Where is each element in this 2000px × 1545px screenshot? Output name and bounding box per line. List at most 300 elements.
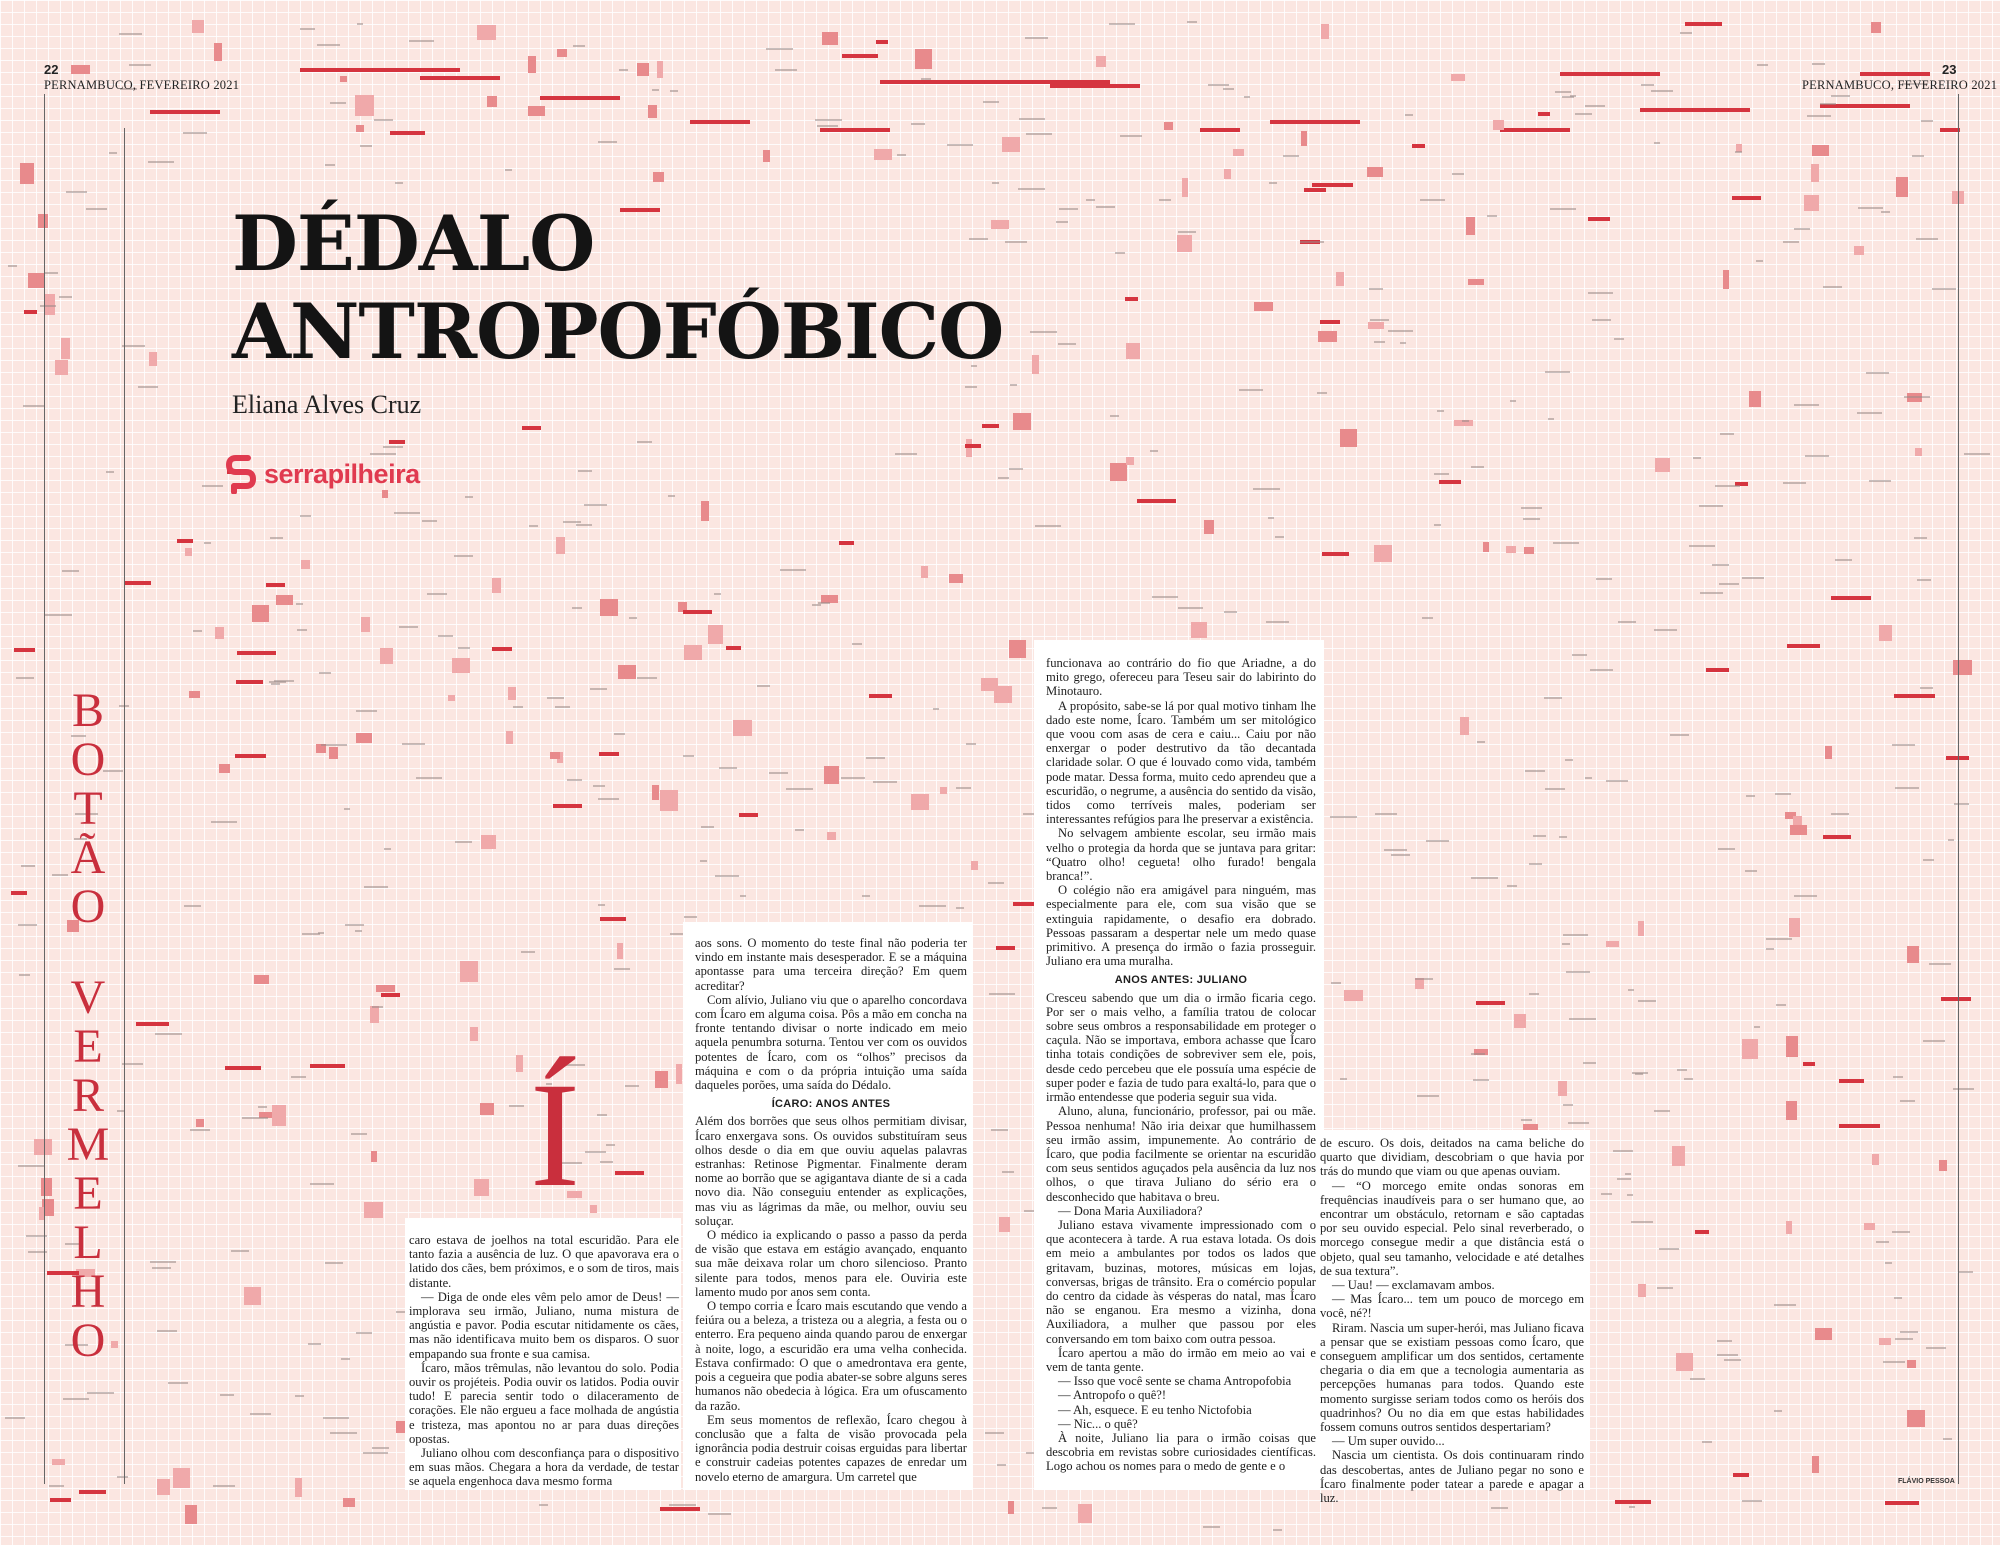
decorative-text-fragment (572, 607, 582, 609)
drop-cap: Í (530, 1052, 580, 1218)
decorative-text-fragment (1009, 468, 1023, 470)
decorative-text-fragment (985, 1432, 1004, 1434)
decorative-text-fragment (1812, 63, 1825, 65)
decorative-block (1032, 355, 1039, 374)
decorative-text-fragment (1912, 155, 1924, 157)
decorative-block (1915, 448, 1922, 456)
decorative-text-fragment (513, 706, 523, 708)
paragraph: — Mas Ícaro... tem um pouco de morcego em você, né?! (1320, 1292, 1584, 1321)
decorative-text-fragment (40, 305, 56, 307)
decorative-red-dash (1615, 1500, 1651, 1504)
decorative-text-fragment (715, 875, 739, 877)
decorative-text-fragment (1491, 1507, 1508, 1509)
decorative-red-dash (136, 1022, 169, 1026)
decorative-block (1182, 178, 1188, 197)
decorative-block (1953, 660, 1972, 675)
decorative-text-fragment (1273, 1529, 1282, 1531)
decorative-text-fragment (1452, 173, 1464, 175)
decorative-text-fragment (933, 708, 939, 710)
paragraph: Cresceu sabendo que um dia o irmão ficaria cego. Por ser o mais velho, a família tratou de colocar sobre seus ombros a responsabilidade em proteger o caçula. Não se importava, embora achasse que Ícaro tinha totais condições de sobreviver sem ele, pois, desde cedo percebeu que ele possuía uma espécie de super poder e fazia de tudo para exaltá-lo, para que o irmão entendesse que poderia seguir sua vida. (1046, 990, 1316, 1105)
decorative-text-fragment (708, 1513, 731, 1515)
decorative-block (276, 595, 293, 605)
decorative-block (460, 961, 478, 982)
decorative-block (915, 49, 932, 69)
vertical-title-letter: R (71, 1069, 104, 1122)
decorative-block (272, 1105, 286, 1126)
decorative-text-fragment (45, 614, 72, 616)
decorative-red-dash (1839, 1079, 1864, 1083)
decorative-red-dash (1787, 644, 1820, 648)
decorative-block (506, 731, 513, 744)
decorative-block (1301, 131, 1307, 146)
decorative-text-fragment (1923, 859, 1934, 861)
decorative-block (637, 63, 649, 76)
paragraph: — “O morcego emite ondas sonoras em frequências inaudíveis para o ser humano que, ao encontrar um obstáculo, retornam e são captadas por seu ouvido especial. Pelo sinal reverberado, o morcego consegue medir a que distância está o objeto, qual seu tamanho, velocidade e até detalhes de sua textura”. (1320, 1178, 1584, 1278)
decorative-text-fragment (1774, 1304, 1796, 1306)
decorative-text-fragment (1331, 982, 1341, 984)
decorative-text-fragment (1869, 480, 1891, 482)
paragraph: funcionava ao contrário do fio que Ariadne, a do mito grego, ofereceu para Teseu sair do labirinto do Minotauro. (1046, 656, 1316, 699)
decorative-text-fragment (1268, 517, 1274, 519)
decorative-text-fragment (258, 1106, 267, 1108)
vertical-title-letter: O (70, 880, 106, 933)
decorative-text-fragment (16, 677, 34, 679)
decorative-text-fragment (184, 905, 201, 907)
decorative-text-fragment (1340, 1078, 1347, 1080)
decorative-text-fragment (62, 570, 79, 572)
decorative-block (254, 975, 269, 984)
paragraph: aos sons. O momento do teste final não poderia ter vindo em instante mais desesperador. E se a máquina apontasse para uma terceira direção? Em quem acreditar? (695, 936, 967, 993)
decorative-text-fragment (921, 78, 931, 80)
decorative-text-fragment (1657, 1287, 1673, 1289)
decorative-text-fragment (1375, 813, 1397, 815)
decorative-text-fragment (1471, 466, 1484, 468)
decorative-text-fragment (983, 101, 999, 103)
decorative-text-fragment (625, 1085, 639, 1087)
decorative-block (34, 1139, 52, 1155)
decorative-text-fragment (1783, 482, 1806, 484)
decorative-text-fragment (966, 743, 976, 745)
decorative-red-dash (1412, 144, 1425, 148)
decorative-text-fragment (956, 787, 971, 789)
decorative-text-fragment (629, 617, 637, 619)
decorative-text-fragment (1964, 453, 1990, 455)
decorative-text-fragment (998, 477, 1009, 479)
decorative-block (1871, 22, 1881, 33)
decorative-text-fragment (1690, 1378, 1705, 1380)
vertical-title-letter: M (66, 1118, 110, 1171)
decorative-text-fragment (1477, 741, 1485, 743)
decorative-text-fragment (220, 1394, 234, 1396)
decorative-text-fragment (1766, 938, 1792, 940)
decorative-block (173, 1468, 190, 1488)
decorative-text-fragment (895, 453, 917, 455)
paragraph: — Isso que você sente se chama Antropofobia (1058, 1374, 1292, 1389)
decorative-text-fragment (637, 677, 657, 679)
decorative-block (295, 1478, 302, 1497)
decorative-text-fragment (1835, 559, 1852, 561)
decorative-red-dash (1733, 1473, 1749, 1477)
decorative-block (38, 214, 48, 228)
decorative-block (1254, 302, 1273, 311)
decorative-text-fragment (302, 933, 320, 935)
decorative-text-fragment (1596, 578, 1612, 580)
decorative-text-fragment (1187, 21, 1197, 23)
decorative-text-fragment (59, 296, 72, 298)
decorative-block (653, 172, 664, 182)
decorative-red-dash (660, 1507, 700, 1511)
decorative-block (1126, 457, 1134, 465)
decorative-text-fragment (701, 826, 714, 828)
paragraph: A propósito, sabe-se lá por qual motivo tinham lhe dado este nome, Ícaro. Também um ser mitológico que voou com asas de cera e caiu... Caiu por não enxergar o poder destrutivo da tão decantada claridade solar. O que é louvado como vida, também pode matar. Dessa forma, muito cedo aprendeu que a escuridão, o negrume, a ausência do sentido da visão, tidos como terríveis males, poderiam ser interessantes refúgios para lhe preservar a existência. (1046, 698, 1316, 827)
decorative-text-fragment (1203, 1526, 1220, 1528)
decorative-text-fragment (1585, 105, 1605, 107)
decorative-text-fragment (300, 28, 315, 30)
decorative-text-fragment (539, 1504, 548, 1506)
paragraph: de escuro. Os dois, deitados na cama beliche do quarto que dividiam, descobriam o que havia por trás do mundo que viam ou que apenas ouviam. (1320, 1136, 1584, 1179)
decorative-block (376, 985, 395, 992)
decorative-text-fragment (21, 865, 35, 867)
decorative-text-fragment (1565, 759, 1573, 761)
decorative-text-fragment (1651, 90, 1673, 92)
decorative-red-dash (50, 1498, 71, 1502)
decorative-block (1812, 1456, 1819, 1473)
decorative-text-fragment (1566, 971, 1590, 973)
decorative-text-fragment (5, 1417, 25, 1419)
decorative-text-fragment (19, 974, 30, 976)
decorative-text-fragment (1417, 1095, 1439, 1097)
decorative-text-fragment (270, 537, 283, 539)
decorative-text-fragment (1632, 1072, 1648, 1074)
decorative-text-fragment (1689, 545, 1715, 547)
decorative-red-dash (522, 426, 541, 430)
decorative-block (684, 645, 702, 660)
decorative-text-fragment (795, 829, 804, 831)
text-column-2 (683, 922, 973, 1490)
decorative-text-fragment (598, 141, 617, 143)
decorative-text-fragment (152, 1267, 171, 1269)
decorative-text-fragment (1462, 420, 1469, 422)
decorative-text-fragment (1614, 338, 1624, 340)
decorative-block (822, 32, 838, 45)
paragraph: — Antropofo o quê?! (1058, 1388, 1167, 1403)
decorative-text-fragment (1754, 1026, 1760, 1028)
decorative-red-dash (177, 539, 193, 543)
decorative-text-fragment (1670, 734, 1689, 736)
decorative-red-bar (1500, 128, 1570, 132)
decorative-red-dash (876, 40, 888, 44)
decorative-text-fragment (1638, 1000, 1656, 1002)
decorative-text-fragment (1521, 507, 1542, 509)
decorative-text-fragment (1820, 103, 1836, 105)
decorative-text-fragment (1058, 343, 1076, 345)
decorative-text-fragment (87, 1392, 114, 1394)
paragraph: Além dos borrões que seus olhos permitiam divisar, Ícaro enxergava sons. Os ouvidos substituíram seus olhos desde o dia em que ouviu aquelas palavras estranhas: Retinose Pigmentar. Finalmente deram nome ao borrão que se agigantava diante de si a cada novo dia. Não conseguiu entender as explicações, mas viu as lágrimas da mãe, ou melhor, ouviu seu soluçar. (695, 1114, 967, 1228)
decorative-text-fragment (383, 446, 403, 448)
decorative-text-fragment (318, 932, 324, 934)
decorative-text-fragment (341, 1358, 350, 1360)
decorative-block (41, 1178, 52, 1196)
decorative-text-fragment (1035, 525, 1061, 527)
decorative-text-fragment (317, 44, 340, 46)
decorative-text-fragment (1178, 607, 1203, 609)
decorative-block (189, 691, 200, 698)
decorative-text-fragment (1943, 1438, 1952, 1440)
serrapilheira-wordmark: serrapilheira (264, 458, 420, 489)
decorative-block (655, 1071, 668, 1088)
text-column-4 (1316, 1130, 1590, 1506)
decorative-text-fragment (1590, 669, 1613, 671)
decorative-red-dash (683, 610, 712, 614)
decorative-text-fragment (416, 777, 442, 779)
decorative-text-fragment (1680, 32, 1692, 34)
decorative-text-fragment (1831, 813, 1849, 815)
decorative-text-fragment (1374, 341, 1385, 343)
decorative-block (1483, 542, 1489, 552)
decorative-block (52, 1459, 65, 1465)
decorative-text-fragment (325, 1262, 343, 1264)
decorative-text-fragment (330, 102, 346, 104)
paragraph: — Um super ouvido... (1332, 1434, 1445, 1449)
decorative-text-fragment (719, 767, 737, 769)
paragraph: Riram. Nascia um super-herói, mas Juliano ficava a pensar que se existiam pessoas como Ícaro, que conseguem amplificar um dos sentidos, certamente chegaria o dia em que a tecnologia aumentaria as percepções humanas para todos. Quando este momento surgisse seriam todos como os heróis dos quadrinhos? Ou no dia em que estas habilidades fossem comuns outros sentidos despertariam? (1320, 1320, 1584, 1435)
decorative-text-fragment (1699, 505, 1723, 507)
story-title (232, 200, 1003, 376)
decorative-text-fragment (1096, 206, 1115, 208)
decorative-block (874, 149, 892, 160)
decorative-text-fragment (465, 496, 473, 498)
decorative-text-fragment (1208, 84, 1229, 86)
decorative-text-fragment (1712, 564, 1729, 566)
decorative-text-fragment (1914, 537, 1927, 539)
decorative-text-fragment (619, 69, 628, 71)
decorative-text-fragment (1437, 410, 1444, 412)
decorative-block (1786, 1101, 1797, 1120)
left-page-number: 22 (44, 62, 59, 77)
decorative-text-fragment (1487, 215, 1497, 217)
decorative-block (1344, 990, 1363, 1001)
decorative-block (921, 566, 928, 578)
decorative-block (1126, 343, 1140, 359)
vertical-title-letter: O (70, 733, 106, 786)
decorative-block (1907, 1360, 1916, 1368)
decorative-block (1008, 1501, 1014, 1514)
decorative-text-fragment (1585, 777, 1592, 779)
decorative-text-fragment (409, 40, 434, 42)
paragraph: — Nic... o quê? (1058, 1416, 1138, 1431)
decorative-text-fragment (1592, 319, 1611, 321)
decorative-red-dash (842, 54, 878, 58)
decorative-text-fragment (992, 182, 999, 184)
decorative-block (252, 605, 269, 622)
decorative-text-fragment (757, 685, 770, 687)
decorative-block (1468, 279, 1484, 285)
decorative-text-fragment (1823, 286, 1842, 288)
decorative-block (356, 125, 364, 132)
decorative-block (1723, 270, 1729, 289)
decorative-block (474, 1179, 489, 1196)
decorative-text-fragment (1384, 849, 1407, 851)
decorative-text-fragment (319, 672, 331, 674)
decorative-text-fragment (1920, 687, 1933, 689)
decorative-text-fragment (1253, 488, 1280, 490)
decorative-text-fragment (786, 788, 813, 790)
decorative-text-fragment (1005, 241, 1027, 243)
decorative-block (1864, 1223, 1875, 1230)
decorative-block (1524, 547, 1534, 554)
decorative-text-fragment (1178, 231, 1196, 233)
decorative-text-fragment (1434, 524, 1441, 526)
decorative-text-fragment (310, 1183, 334, 1185)
decorative-text-fragment (1370, 319, 1389, 321)
paragraph: — Uau! — exclamavam ambos. (1332, 1278, 1495, 1293)
decorative-text-fragment (988, 882, 1004, 884)
vertical-title-letter: T (73, 782, 103, 835)
decorative-text-fragment (1570, 95, 1576, 97)
decorative-text-fragment (584, 504, 607, 506)
decorative-block (1009, 640, 1026, 658)
decorative-text-fragment (1010, 384, 1017, 386)
decorative-text-fragment (1629, 1506, 1635, 1508)
paragraph: Juliano estava vivamente impressionado com o que acontecera à tarde. A rua estava lotada. Os dois em meio a ambulantes por todos os lados que gritavam, buzinas, motores, músicas em lojas, conversas, brigas de trânsito. Era o comércio popular do centro da cidade às vésperas do natal, mas Ícaro não se enganou. Era mesmo a vizinha, dona Auxiliadora, a mulher que passou por eles conversando em tom baixo com outra pessoa. (1046, 1217, 1316, 1346)
decorative-text-fragment (769, 772, 788, 774)
decorative-block (1374, 545, 1392, 562)
decorative-block (452, 658, 470, 673)
decorative-block (1002, 137, 1020, 152)
decorative-text-fragment (1002, 1171, 1014, 1173)
decorative-block (708, 625, 723, 644)
decorative-text-fragment (1115, 252, 1125, 254)
decorative-text-fragment (1025, 37, 1048, 39)
decorative-text-fragment (1239, 389, 1263, 391)
decorative-text-fragment (49, 1485, 64, 1487)
decorative-red-dash (1823, 835, 1851, 839)
decorative-block (1896, 177, 1908, 197)
decorative-text-fragment (1300, 241, 1324, 243)
decorative-text-fragment (155, 1033, 182, 1035)
decorative-red-dash (310, 1064, 345, 1068)
decorative-red-dash (553, 804, 582, 808)
decorative-red-dash (1732, 196, 1761, 200)
decorative-text-fragment (841, 777, 865, 779)
decorative-block (824, 766, 839, 784)
decorative-text-fragment (1510, 400, 1516, 402)
decorative-block (1786, 1036, 1798, 1057)
decorative-text-fragment (614, 968, 630, 970)
section-subheading: ÍCARO: ANOS ANTES (771, 1098, 891, 1111)
decorative-text-fragment (1562, 943, 1570, 945)
decorative-block (1233, 149, 1244, 156)
decorative-red-dash (237, 651, 276, 655)
decorative-red-dash (225, 1066, 261, 1070)
decorative-text-fragment (1548, 418, 1554, 420)
serrapilheira-s-icon (226, 454, 256, 494)
decorative-text-fragment (129, 64, 151, 66)
decorative-block (557, 49, 567, 57)
decorative-text-fragment (598, 904, 605, 906)
decorative-text-fragment (1921, 120, 1933, 122)
decorative-block (763, 150, 770, 162)
decorative-text-fragment (1086, 199, 1095, 201)
decorative-block (340, 76, 347, 82)
decorative-text-fragment (1881, 211, 1890, 213)
decorative-block (1786, 1221, 1792, 1234)
decorative-text-fragment (213, 1485, 235, 1487)
decorative-text-fragment (422, 520, 437, 522)
decorative-text-fragment (991, 1129, 1008, 1131)
decorative-text-fragment (168, 1382, 188, 1384)
decorative-block (1811, 164, 1819, 182)
decorative-red-dash (599, 752, 619, 756)
decorative-red-dash (726, 646, 741, 650)
decorative-block (477, 25, 496, 40)
decorative-text-fragment (1724, 1359, 1741, 1361)
decorative-text-fragment (455, 841, 472, 843)
vertical-title-gap (64, 931, 112, 973)
decorative-text-fragment (271, 683, 280, 685)
paragraph: À noite, Juliano lia para o irmão coisas que descobria em revistas sobre curiosidades científicas. Logo achou os nomes para o medo de gente e o (1046, 1430, 1316, 1474)
decorative-text-fragment (1568, 1122, 1589, 1124)
decorative-block (827, 832, 836, 840)
decorative-text-fragment (66, 191, 87, 193)
decorative-text-fragment (597, 1114, 607, 1116)
decorative-text-fragment (300, 515, 311, 517)
decorative-red-dash (1706, 668, 1729, 672)
decorative-text-fragment (402, 743, 425, 745)
decorative-text-fragment (1719, 583, 1739, 585)
right-page-number: 23 (1942, 62, 1957, 77)
decorative-red-dash (236, 680, 263, 684)
decorative-block (448, 695, 455, 701)
decorative-text-fragment (593, 785, 605, 787)
decorative-text-fragment (766, 48, 793, 50)
decorative-text-fragment (509, 1105, 524, 1107)
right-running-head: PERNAMBUCO, FEVEREIRO 2021 (1802, 78, 1998, 92)
decorative-red-dash (1125, 297, 1138, 301)
decorative-text-fragment (1018, 188, 1045, 190)
decorative-text-fragment (1030, 331, 1057, 333)
decorative-text-fragment (438, 635, 453, 637)
decorative-text-fragment (1757, 64, 1768, 66)
decorative-text-fragment (563, 521, 581, 523)
decorative-text-fragment (138, 386, 158, 388)
decorative-text-fragment (852, 643, 862, 645)
decorative-red-bar (820, 128, 890, 132)
decorative-text-fragment (193, 630, 202, 632)
decorative-text-fragment (1059, 208, 1078, 210)
decorative-text-fragment (325, 164, 335, 166)
decorative-red-bar (1050, 84, 1140, 88)
decorative-block (1451, 74, 1465, 81)
decorative-block (1096, 56, 1106, 67)
decorative-text-fragment (1717, 1354, 1738, 1356)
decorative-text-fragment (1529, 863, 1542, 865)
decorative-text-fragment (274, 680, 294, 682)
decorative-red-dash (739, 813, 758, 817)
text-column-3 (1034, 640, 1324, 1490)
decorative-text-fragment (1894, 1297, 1902, 1299)
paragraph: caro estava de joelhos na total escuridão. Para ele tanto fazia a ausência de luz. O que apavorava era o latido dos cães, bem próximos, e o som de tiros, mais distante. (409, 1233, 679, 1290)
decorative-text-fragment (344, 808, 350, 810)
decorative-text-fragment (555, 706, 570, 708)
decorative-block (28, 273, 45, 288)
decorative-text-fragment (670, 90, 678, 92)
decorative-text-fragment (23, 405, 44, 407)
decorative-text-fragment (372, 1447, 389, 1449)
decorative-text-fragment (1700, 592, 1723, 594)
decorative-text-fragment (1953, 1088, 1974, 1090)
paragraph: — Dona Maria Auxiliadora? (1058, 1203, 1203, 1218)
